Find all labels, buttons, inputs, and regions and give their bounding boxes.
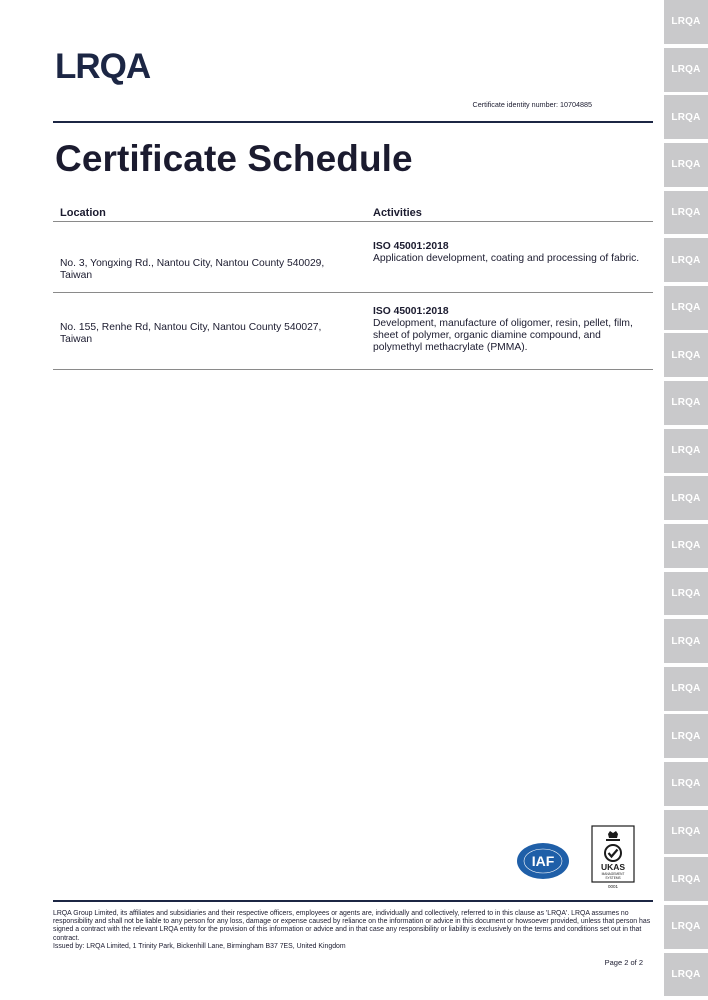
ukas-accreditation-icon [591,825,635,891]
iaf-label: IAF [531,853,555,869]
row-1-standard: ISO 45001:2018 [373,241,449,252]
strip-cell-lrqa: LRQA [664,143,708,187]
certificate-identity-number: Certificate identity number: 10704885 [472,100,592,109]
strip-cell-lrqa: LRQA [664,95,708,139]
row-2-activity-text: Development, manufacture of oligomer, resin, pellet, film, sheet of polymer, organic diamine compound, and polymethyl methacrylate (PMMA). [373,318,633,353]
strip-cell-lrqa: LRQA [664,572,708,616]
strip-cell-lrqa: LRQA [664,238,708,282]
table-row-2-location: No. 155, Renhe Rd, Nantou City, Nantou County 540027, Taiwan [60,322,322,345]
strip-cell-lrqa: LRQA [664,191,708,235]
footer-disclaimer [53,910,658,951]
iaf-accreditation-icon [516,842,570,880]
strip-cell-lrqa: LRQA [664,429,708,473]
ukas-sub2: SYSTEMS [605,876,621,880]
strip-cell-lrqa: LRQA [664,381,708,425]
column-header-activities: Activities [373,207,422,219]
lrqa-logo [55,47,151,86]
row-2-standard: ISO 45001:2018 [373,306,449,317]
strip-cell-lrqa: LRQA [664,476,708,520]
ukas-number: 0001 [607,884,619,889]
strip-cell-lrqa: LRQA [664,905,708,949]
logo-wordmark: LRQA [55,47,151,86]
footer-divider [53,900,653,902]
strip-cell-lrqa: LRQA [664,857,708,901]
strip-cell-lrqa: LRQA [664,48,708,92]
ukas-label: UKAS [600,862,626,872]
strip-cell-lrqa: LRQA [664,953,708,997]
table-row-divider [53,292,653,293]
ukas-sub1: MANAGEMENT [601,872,625,876]
page-title: Certificate Schedule [55,138,413,179]
strip-cell-lrqa: LRQA [664,714,708,758]
strip-cell-lrqa: LRQA [664,810,708,854]
issued-by: Issued by: LRQA Limited, 1 Trinity Park, Bickenhill Lane, Birmingham B37 7ES, United Kingdom [53,942,346,950]
row-1-activity-text: Application development, coating and processing of fabric. [373,253,640,264]
table-row-1-location: No. 3, Yongxing Rd., Nantou City, Nantou County 540029, Taiwan [60,258,325,281]
strip-cell-lrqa: LRQA [664,333,708,377]
disclaimer-text: LRQA Group Limited, its affiliates and subsidiaries and their respective officers, employees or agents are, individually and collectively, referred to in this clause as 'LRQA'. LRQA assumes no responsibility and shall not be liable to any person for any loss, damage or expense caused by reliance on the information or advice in this document or howsoever provided, unless that person has signed a contract with the relevant LRQA entity for the provision of this information or advice and in that case any responsibility or liability is exclusively on the terms and conditions set out in that contract. [53,910,651,942]
side-security-strip [664,0,708,1000]
table-header-rule [53,221,653,222]
header-divider [53,121,653,123]
page-number: Page 2 of 2 [604,958,643,967]
strip-cell-lrqa: LRQA [664,667,708,711]
strip-cell-lrqa: LRQA [664,762,708,806]
column-header-location: Location [60,207,106,219]
strip-cell-lrqa: LRQA [664,0,708,44]
table-bottom-rule [53,369,653,370]
strip-cell-lrqa: LRQA [664,619,708,663]
table-row-1-activities [373,241,643,265]
strip-cell-lrqa: LRQA [664,524,708,568]
strip-cell-lrqa: LRQA [664,286,708,330]
table-row-2-activities [373,306,643,354]
